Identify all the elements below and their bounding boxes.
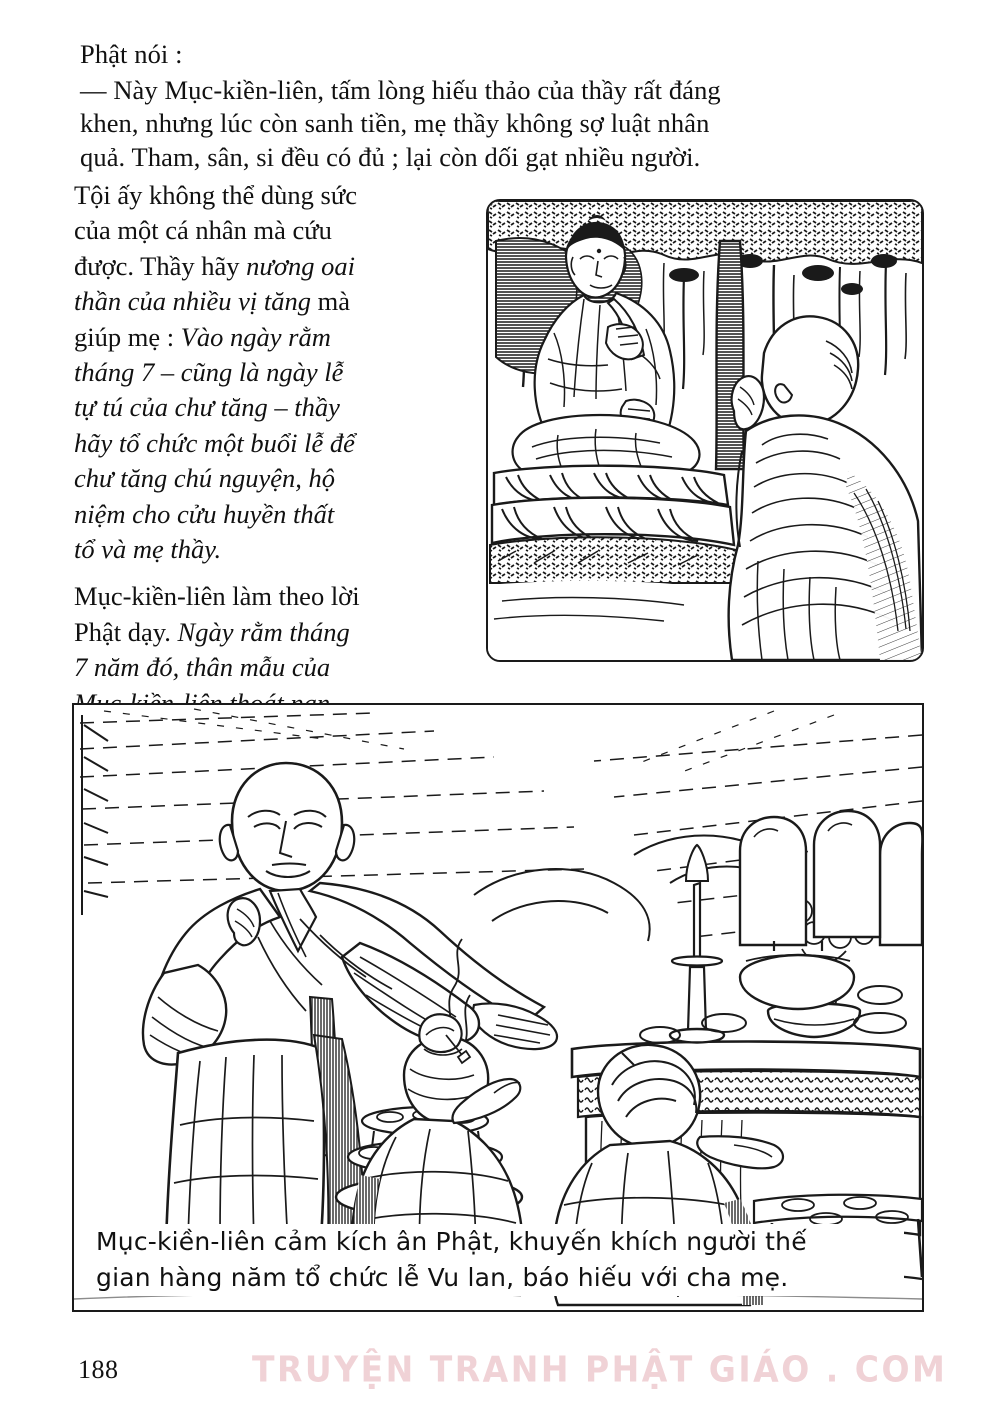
- column-line-italic: chư tăng chú nguyện, hộ: [74, 463, 335, 494]
- column-line: [74, 461, 456, 496]
- column-line: [74, 579, 456, 614]
- left-text-column: [74, 178, 456, 721]
- paragraph-line: — Này Mục-kiền-liên, tấm lòng hiếu thảo của thầy rất đáng: [80, 74, 721, 105]
- column-line-roman: được. Thầy hãy: [74, 250, 247, 281]
- column-line: [74, 615, 456, 650]
- illustration-panel-bottom: [72, 703, 924, 1312]
- column-line-italic: hãy tổ chức một buổi lễ để: [74, 427, 355, 458]
- column-line-italic: Ngày rằm tháng: [177, 616, 350, 647]
- illustration-panel-top: [486, 199, 924, 662]
- column-line-roman-tail: mà: [311, 286, 350, 317]
- buddha-instructs-maudgalyayana-drawing: [488, 201, 922, 660]
- caption-line-1: Mục-kiền-liên cảm kích ân Phật, khuyến khích người thế: [96, 1227, 807, 1256]
- site-watermark: TRUYỆN TRANH PHẬT GIÁO . COM: [252, 1348, 948, 1391]
- column-line: [74, 390, 456, 425]
- paragraph-line: quả. Tham, sân, si đều có đủ ; lại còn dối gạt nhiều người.: [80, 141, 701, 172]
- column-line-italic: 7 năm đó, thân mẫu của: [74, 652, 331, 683]
- column-line-italic: tự tú của chư tăng – thầy: [74, 392, 340, 423]
- column-line: [74, 532, 456, 567]
- caption-line-2: gian hàng năm tổ chức lễ Vu lan, báo hiếu với cha mẹ.: [96, 1263, 789, 1292]
- top-prose-block: [80, 38, 932, 174]
- paragraph-gap: [74, 567, 456, 579]
- column-line-italic: nương oai: [246, 250, 355, 281]
- paragraph-line: khen, nhưng lúc còn sanh tiền, mẹ thầy không sợ luật nhân: [80, 108, 710, 138]
- column-line: [74, 320, 456, 355]
- column-line-italic: niệm cho cửu huyền thất: [74, 498, 335, 529]
- column-line: [74, 426, 456, 461]
- column-line: [74, 497, 456, 532]
- page-number: 188: [78, 1355, 119, 1384]
- column-line: [74, 213, 456, 248]
- column-line-roman: Mục-kiền-liên làm theo lời: [74, 581, 360, 612]
- maudgalyayana-teaches-lay-people-drawing: [74, 705, 922, 1310]
- column-line-italic: thần của nhiều vị tăng: [74, 286, 311, 317]
- column-line: [74, 178, 456, 213]
- column-line-italic: Vào ngày rằm: [180, 321, 331, 352]
- column-line: [74, 284, 456, 319]
- column-line-roman: giúp mẹ :: [74, 321, 181, 352]
- column-line-roman: Tội ấy không thể dùng sức: [74, 180, 357, 210]
- speaker-line: Phật nói :: [80, 39, 183, 69]
- panel-caption: [96, 1224, 904, 1296]
- column-line-italic: tháng 7 – cũng là ngày lễ: [74, 357, 344, 388]
- column-line: [74, 249, 456, 284]
- column-line: [74, 650, 456, 685]
- column-line-roman: Phật dạy.: [74, 616, 178, 647]
- column-line-italic: tổ và mẹ thầy.: [74, 534, 222, 565]
- column-line: [74, 355, 456, 390]
- column-line-roman: của một cá nhân mà cứu: [74, 215, 332, 246]
